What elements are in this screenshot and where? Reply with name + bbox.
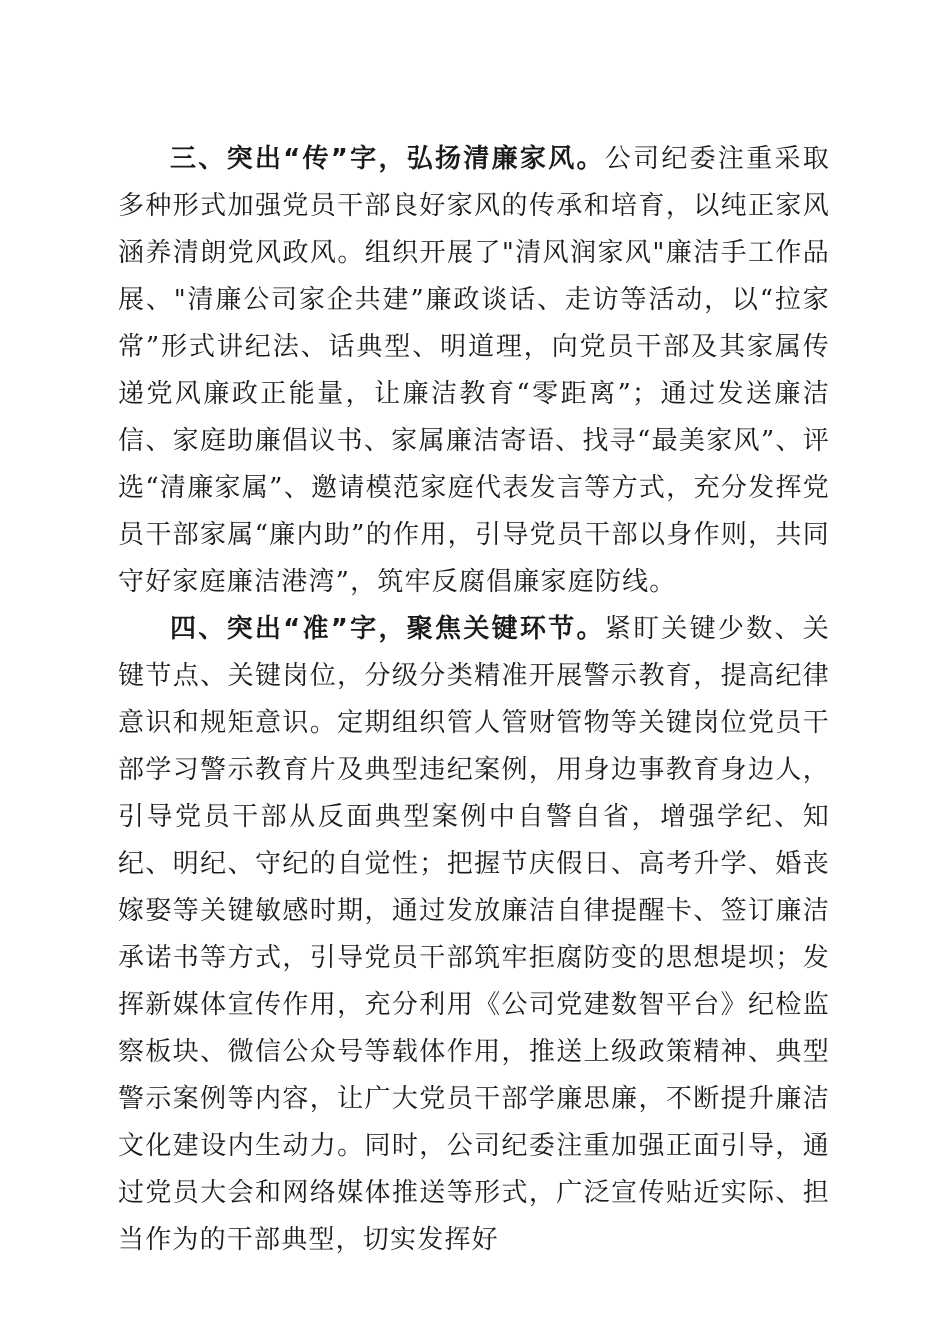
paragraph-3-body: 公司纪委注重采取多种形式加强党员干部良好家风的传承和培育，以纯正家风涵养清朗党风政风。组织开展了"清风润家风"廉洁手工作品展、"清廉公司家企共建”廉政谈话、走访等活动，以“拉家常”形式讲纪法、话典型、明道理，向党员干部及其家属传递党风廉政正能量，让廉洁教育“零距离”；通过发送廉洁信、家庭助廉倡议书、家属廉洁寄语、找寻“最美家风”、评选“清廉家属”、邀请模范家庭代表发言等方式，充分发挥党员干部家属“廉内助”的作用，引导党员干部以身作则，共同守好家庭廉洁港湾”，筑牢反腐倡廉家庭防线。 bbox=[118, 144, 830, 597]
paragraph-3 bbox=[118, 136, 830, 606]
paragraph-4-body: 紧盯关键少数、关键节点、关键岗位，分级分类精准开展警示教育，提高纪律意识和规矩意识。定期组织管人管财管物等关键岗位党员干部学习警示教育片及典型违纪案例，用身边事教育身边人，引导党员干部从反面典型案例中自警自省，增强学纪、知纪、明纪、守纪的自觉性；把握节庆假日、高考升学、婚丧嫁娶等关键敏感时期，通过发放廉洁自律提醒卡、签订廉洁承诺书等方式，引导党员干部筑牢拒腐防变的思想堤坝；发挥新媒体宣传作用，充分利用《公司党建数智平台》纪检监察板块、微信公众号等载体作用，推送上级政策精神、典型警示案例等内容，让广大党员干部学廉思廉，不断提升廉洁文化建设内生动力。同时，公司纪委注重加强正面引导，通过党员大会和网络媒体推送等形式，广泛宣传贴近实际、担当作为的干部典型，切实发挥好 bbox=[118, 614, 830, 1255]
paragraph-4 bbox=[118, 606, 830, 1264]
document-body bbox=[118, 136, 830, 1264]
paragraph-3-heading: 三、突出“传”字，弘扬清廉家风。 bbox=[170, 144, 605, 174]
paragraph-4-heading: 四、突出“准”字，聚焦关键环节。 bbox=[170, 614, 605, 644]
